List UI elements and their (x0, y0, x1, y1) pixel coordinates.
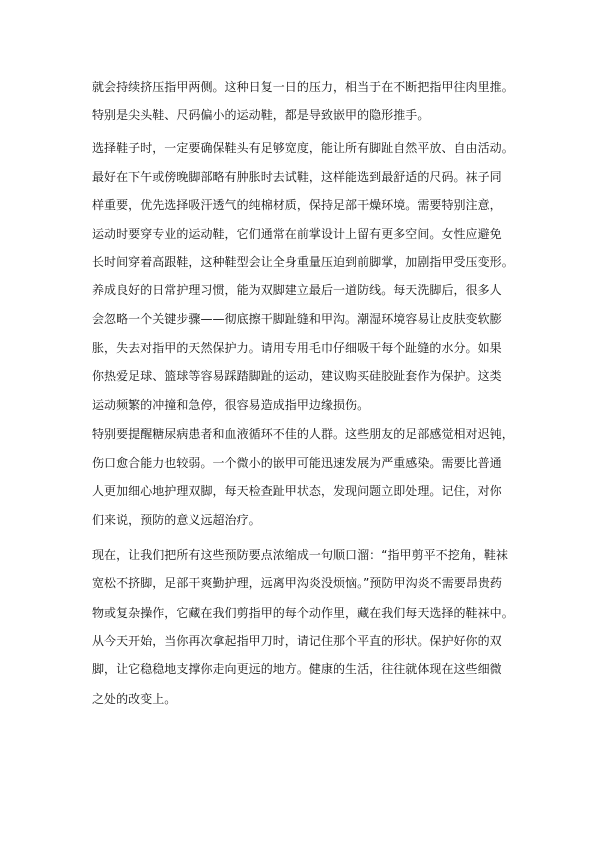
text-line: 你热爱足球、篮球等容易踩踏脚趾的运动，建议购买硅胶趾套作为保护。这类 (92, 369, 502, 383)
text-line: 特别是尖头鞋、尺码偏小的运动鞋，都是导致嵌甲的隐形推手。 (92, 108, 430, 122)
text-line: 之处的改变上。 (92, 692, 177, 706)
text-line: 特别要提醒糖尿病患者和血液循环不佳的人群。这些朋友的足部感觉相对迟钝， (92, 427, 514, 441)
text-line: 从今天开始，当你再次拿起指甲刀时，请记住那个平直的形状。保护好你的双 (92, 634, 502, 648)
text-line: 人更加细心地护理双脚，每天检查趾甲状态，发现问题立即处理。记住，对你 (92, 484, 502, 498)
text-line: 们来说，预防的意义远超治疗。 (92, 513, 261, 527)
text-line: 长时间穿着高跟鞋，这种鞋型会让全身重量压迫到前脚掌，加剧指甲受压变形。 (92, 255, 514, 269)
text-line: 运动频繁的冲撞和急停，很容易造成指甲边缘损伤。 (92, 398, 370, 412)
text-line: 宽松不挤脚，足部干爽勤护理，远离甲沟炎没烦恼。”预防甲沟炎不需要昂贵药 (92, 576, 502, 590)
text-line: 物或复杂操作，它藏在我们剪指甲的每个动作里，藏在我们每天选择的鞋袜中。 (92, 606, 514, 620)
text-line: 就会持续挤压指甲两侧。这种日复一日的压力，相当于在不断把指甲往肉里推。 (92, 80, 514, 94)
text-line: 最好在下午或傍晚脚部略有肿胀时去试鞋，这样能选到最舒适的尺码。袜子同 (92, 170, 502, 184)
text-line: 现在，让我们把所有这些预防要点浓缩成一句顺口溜：“指甲剪平不挖角，鞋袜 (92, 548, 508, 562)
text-line: 样重要，优先选择吸汗透气的纯棉材质，保持足部干燥环境。需要特别注意， (92, 198, 502, 212)
text-line: 伤口愈合能力也较弱。一个微小的嵌甲可能迅速发展为严重感染。需要比普通 (92, 456, 502, 470)
text-line: 会忽略一个关键步骤——彻底擦干脚趾缝和甲沟。潮湿环境容易让皮肤变软膨 (92, 312, 502, 326)
text-line: 选择鞋子时，一定要确保鞋头有足够宽度，能让所有脚趾自然平放、自由活动。 (92, 141, 514, 155)
text-line: 胀，失去对指甲的天然保护力。请用专用毛巾仔细吸干每个趾缝的水分。如果 (92, 341, 502, 355)
text-line: 养成良好的日常护理习惯，能为双脚建立最后一道防线。每天洗脚后，很多人 (92, 283, 502, 297)
text-line: 脚，让它稳稳地支撑你走向更远的地方。健康的生活，往往就体现在这些细微 (92, 662, 502, 676)
text-line: 运动时要穿专业的运动鞋，它们通常在前掌设计上留有更多空间。女性应避免 (92, 227, 502, 241)
